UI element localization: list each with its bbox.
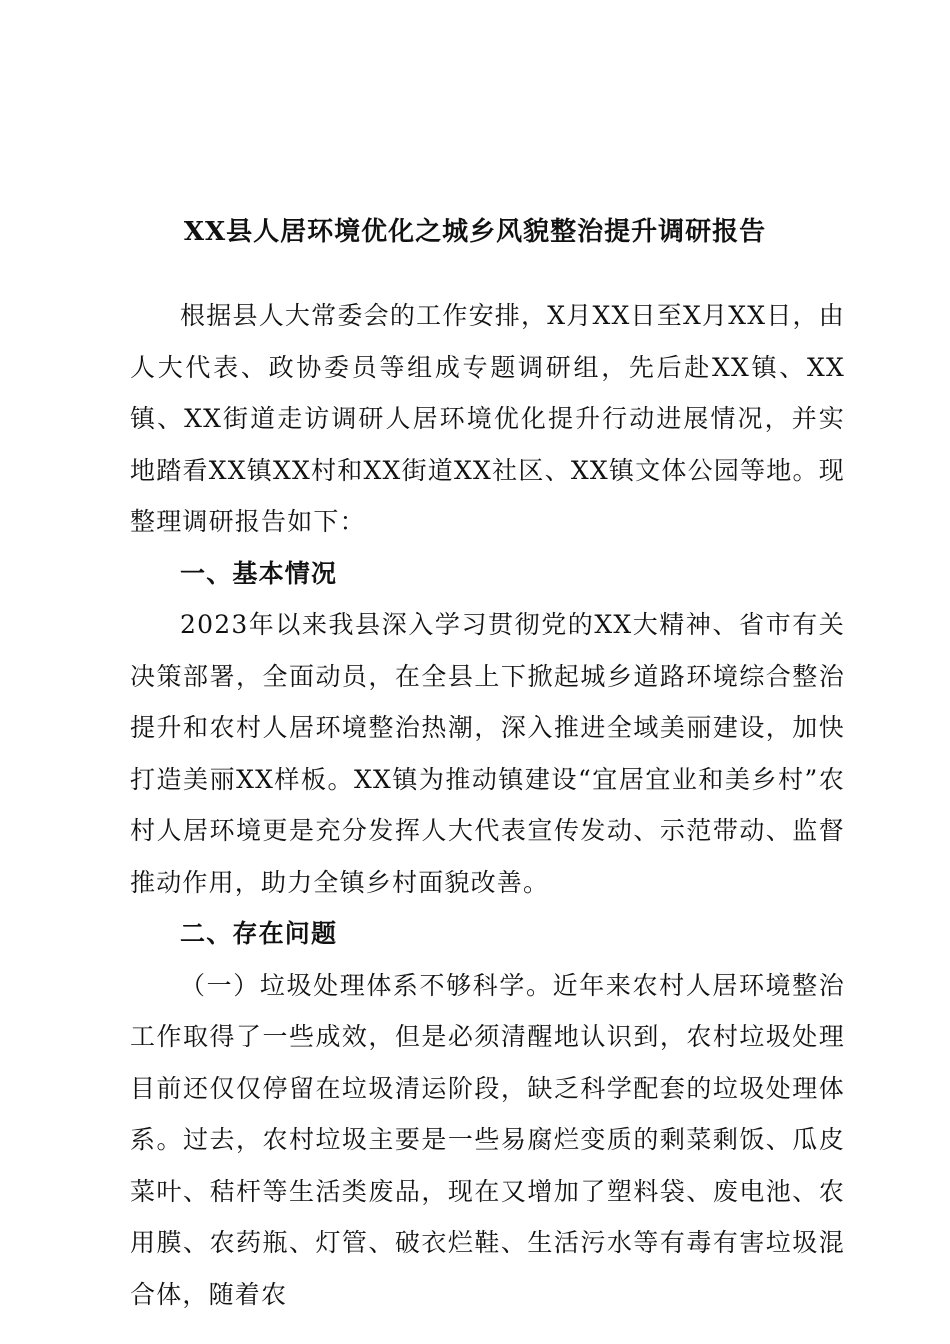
basic-situation-paragraph: 2023年以来我县深入学习贯彻党的XX大精神、省市有关决策部署，全面动员，在全县上下掀起城乡道路环境综合整治提升和农村人居环境整治热潮，深入推进全域美丽建设，加快打造美丽XX样板。XX镇为推动镇建设“宜居宜业和美乡村”农村人居环境更是充分发挥人大代表宣传发动、示范带动、监督推动作用，助力全镇乡村面貌改善。 — [130, 610, 845, 897]
section-heading-existing-problems: 二、存在问题 — [180, 919, 338, 948]
document-title: XX县人居环境优化之城乡风貌整治提升调研报告 — [183, 217, 767, 247]
document-body — [130, 290, 845, 1320]
intro-paragraph: 根据县人大常委会的工作安排，X月XX日至X月XX日，由人大代表、政协委员等组成专题调研组，先后赴XX镇、XX镇、XX街道走访调研人居环境优化提升行动进展情况，并实地踏看XX镇XX村和XX街道XX社区、XX镇文体公园等地。现整理调研报告如下： — [130, 301, 845, 536]
existing-problems-paragraph: （一）垃圾处理体系不够科学。近年来农村人居环境整治工作取得了一些成效，但是必须清醒地认识到，农村垃圾处理目前还仅仅停留在垃圾清运阶段，缺乏科学配套的垃圾处理体系。过去，农村垃圾主要是一些易腐烂变质的剩菜剩饭、瓜皮菜叶、秸杆等生活类废品，现在又增加了塑料袋、废电池、农用膜、农药瓶、灯管、破衣烂鞋、生活污水等有毒有害垃圾混合体，随着农 — [130, 970, 845, 1309]
section-heading-basic-situation: 一、基本情况 — [180, 558, 338, 588]
